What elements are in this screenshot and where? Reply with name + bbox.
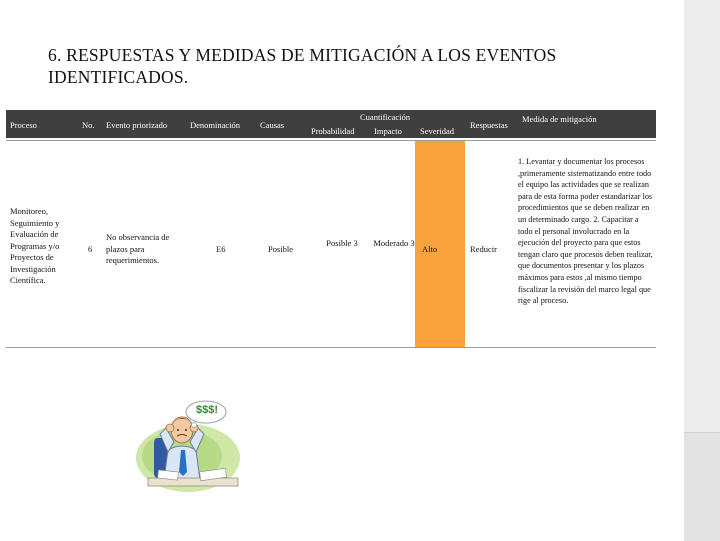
decorative-sidebar-lower (684, 432, 720, 541)
cell-no: 6 (88, 244, 93, 254)
stressed-man-icon (130, 398, 250, 496)
header-evento: Evento priorizado (106, 120, 168, 130)
cell-proceso: Monitoreo, Seguimiento y Evaluación de Programas y/o Proyectos de Investigación Científica. (10, 206, 60, 285)
header-causas: Causas (260, 120, 285, 130)
stressed-man-illustration (130, 398, 250, 496)
cell-impacto: Moderado 3 (373, 238, 415, 248)
cell-medida: 1. Levantar y documentar los procesos ,primeramente sistematizando entre todo el equipo las actividades que se realizan para de esta forma poder estandarizar los procedimientos que se deben realizar en un determinado cargo. 2. Capacitar a todo el personal involucrado en la ejecución del proyecto para que estos tengan claro que procesos deben realizar, que documentos presentar y los plazos máximos para estos ,al mismo tiempo fiscalizar la revisión del marco legal que rige al proceso. (518, 157, 653, 306)
header-proceso: Proceso (10, 120, 37, 130)
header-divider (6, 140, 656, 141)
cell-causas: Posible (268, 244, 294, 254)
cell-evento: No observancia de plazos para requerimientos. (106, 232, 170, 265)
thought-bubble-text: $$$! (195, 404, 219, 416)
cell-probabilidad: Posible 3 (326, 238, 358, 248)
header-cuantificacion: Cuantificación (360, 112, 411, 122)
header-denominacion: Denominación (190, 120, 241, 130)
cell-denominacion: E6 (216, 244, 226, 254)
header-no: No. (82, 120, 95, 130)
header-severidad: Severidad (420, 126, 454, 136)
header-respuestas: Respuestas (470, 120, 508, 130)
table-bottom-border (6, 347, 656, 348)
slide-title: 6. RESPUESTAS Y MEDIDAS DE MITIGACIÓN A LOS EVENTOS IDENTIFICADOS. (48, 45, 557, 87)
header-impacto: Impacto (374, 126, 402, 136)
cell-severidad: Alto (422, 244, 438, 254)
header-medida: Medida de mitigación (522, 114, 597, 124)
cell-respuestas: Reducir (470, 244, 497, 254)
header-probabilidad: Probabilidad (311, 126, 355, 136)
